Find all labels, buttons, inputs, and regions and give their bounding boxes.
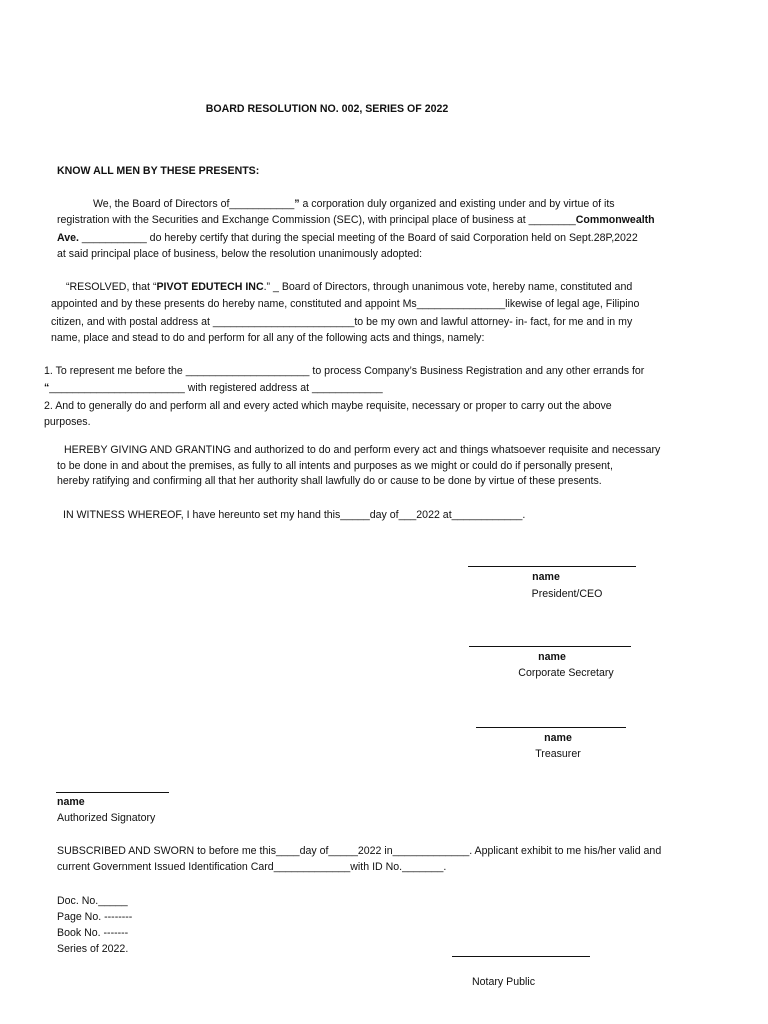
para1-line3: Ave. ___________ do hereby certify that during the special meeting of the Board of said Corporation held on Sept.28P,2022 [57, 232, 638, 244]
para1-line2: registration with the Securities and Exchange Commission (SEC), with principal place of business at ________Commonwealth [57, 214, 655, 226]
authorized-role: Authorized Signatory [57, 812, 156, 824]
item1-line2: “_______________________ with registered address at ____________ [44, 382, 383, 394]
signature-line-treasurer [476, 727, 626, 728]
series: Series of 2022. [57, 943, 129, 955]
treasurer-role: Treasurer [535, 748, 581, 760]
doc-no: Doc. No._____ [57, 895, 128, 907]
item2-line1: 2. And to generally do and perform all and every acted which maybe requisite, necessary or proper to carry out the above [44, 400, 612, 412]
hereby-line1: HEREBY GIVING AND GRANTING and authorized to do and perform every act and things whatsoever requisite and necessary [64, 444, 661, 456]
witness-clause: IN WITNESS WHEREOF, I have hereunto set my hand this_____day of___2022 at____________. [63, 509, 526, 521]
signature-line-authorized [56, 792, 169, 793]
signature-line-secretary [469, 646, 631, 647]
resolved-line3: citizen, and with postal address at ________________________to be my own and lawful attorney- in- fact, for me and in my [51, 316, 633, 328]
intro-heading: KNOW ALL MEN BY THESE PRESENTS: [57, 165, 260, 177]
signature-line-notary [452, 956, 590, 957]
secretary-name: name [538, 651, 566, 663]
sworn-line1: SUBSCRIBED AND SWORN to before me this____day of_____2022 in_____________. Applicant exhibit to me his/her valid and [57, 845, 662, 857]
item1-line1: 1. To represent me before the _____________________ to process Company’s Business Registration and any other errands for [44, 365, 645, 377]
resolved-line1: “RESOLVED, that “PIVOT EDUTECH INC.” _ Board of Directors, through unanimous vote, hereby name, constituted and [66, 281, 633, 293]
president-name: name [532, 571, 560, 583]
item2-line2: purposes. [44, 416, 91, 428]
authorized-name: name [57, 796, 85, 808]
book-no: Book No. ------- [57, 927, 129, 939]
signature-line-president [468, 566, 636, 567]
resolved-line4: name, place and stead to do and perform for all any of the following acts and things, namely: [51, 332, 485, 344]
sworn-line2: current Government Issued Identification Card_____________with ID No._______. [57, 861, 447, 873]
hereby-line3: hereby ratifying and confirming all that her authority shall lawfully do or cause to be done by virtue of these presents. [57, 475, 602, 487]
president-role: President/CEO [531, 588, 603, 600]
document-title: BOARD RESOLUTION NO. 002, SERIES OF 2022 [205, 103, 449, 115]
para1-line4: at said principal place of business, below the resolution unanimously adopted: [57, 248, 423, 260]
treasurer-name: name [544, 732, 572, 744]
hereby-line2: to be done in and about the premises, as fully to all intents and purposes as we might or could do if personally present, [57, 460, 613, 472]
secretary-role: Corporate Secretary [518, 667, 614, 679]
para1-line1: We, the Board of Directors of___________” a corporation duly organized and existing under and by virtue of its [93, 198, 615, 210]
page-no: Page No. -------- [57, 911, 133, 923]
resolved-line2: appointed and by these presents do hereby name, constituted and appoint Ms_______________likewise of legal age, Filipino [51, 298, 640, 310]
notary-public: Notary Public [472, 976, 535, 988]
